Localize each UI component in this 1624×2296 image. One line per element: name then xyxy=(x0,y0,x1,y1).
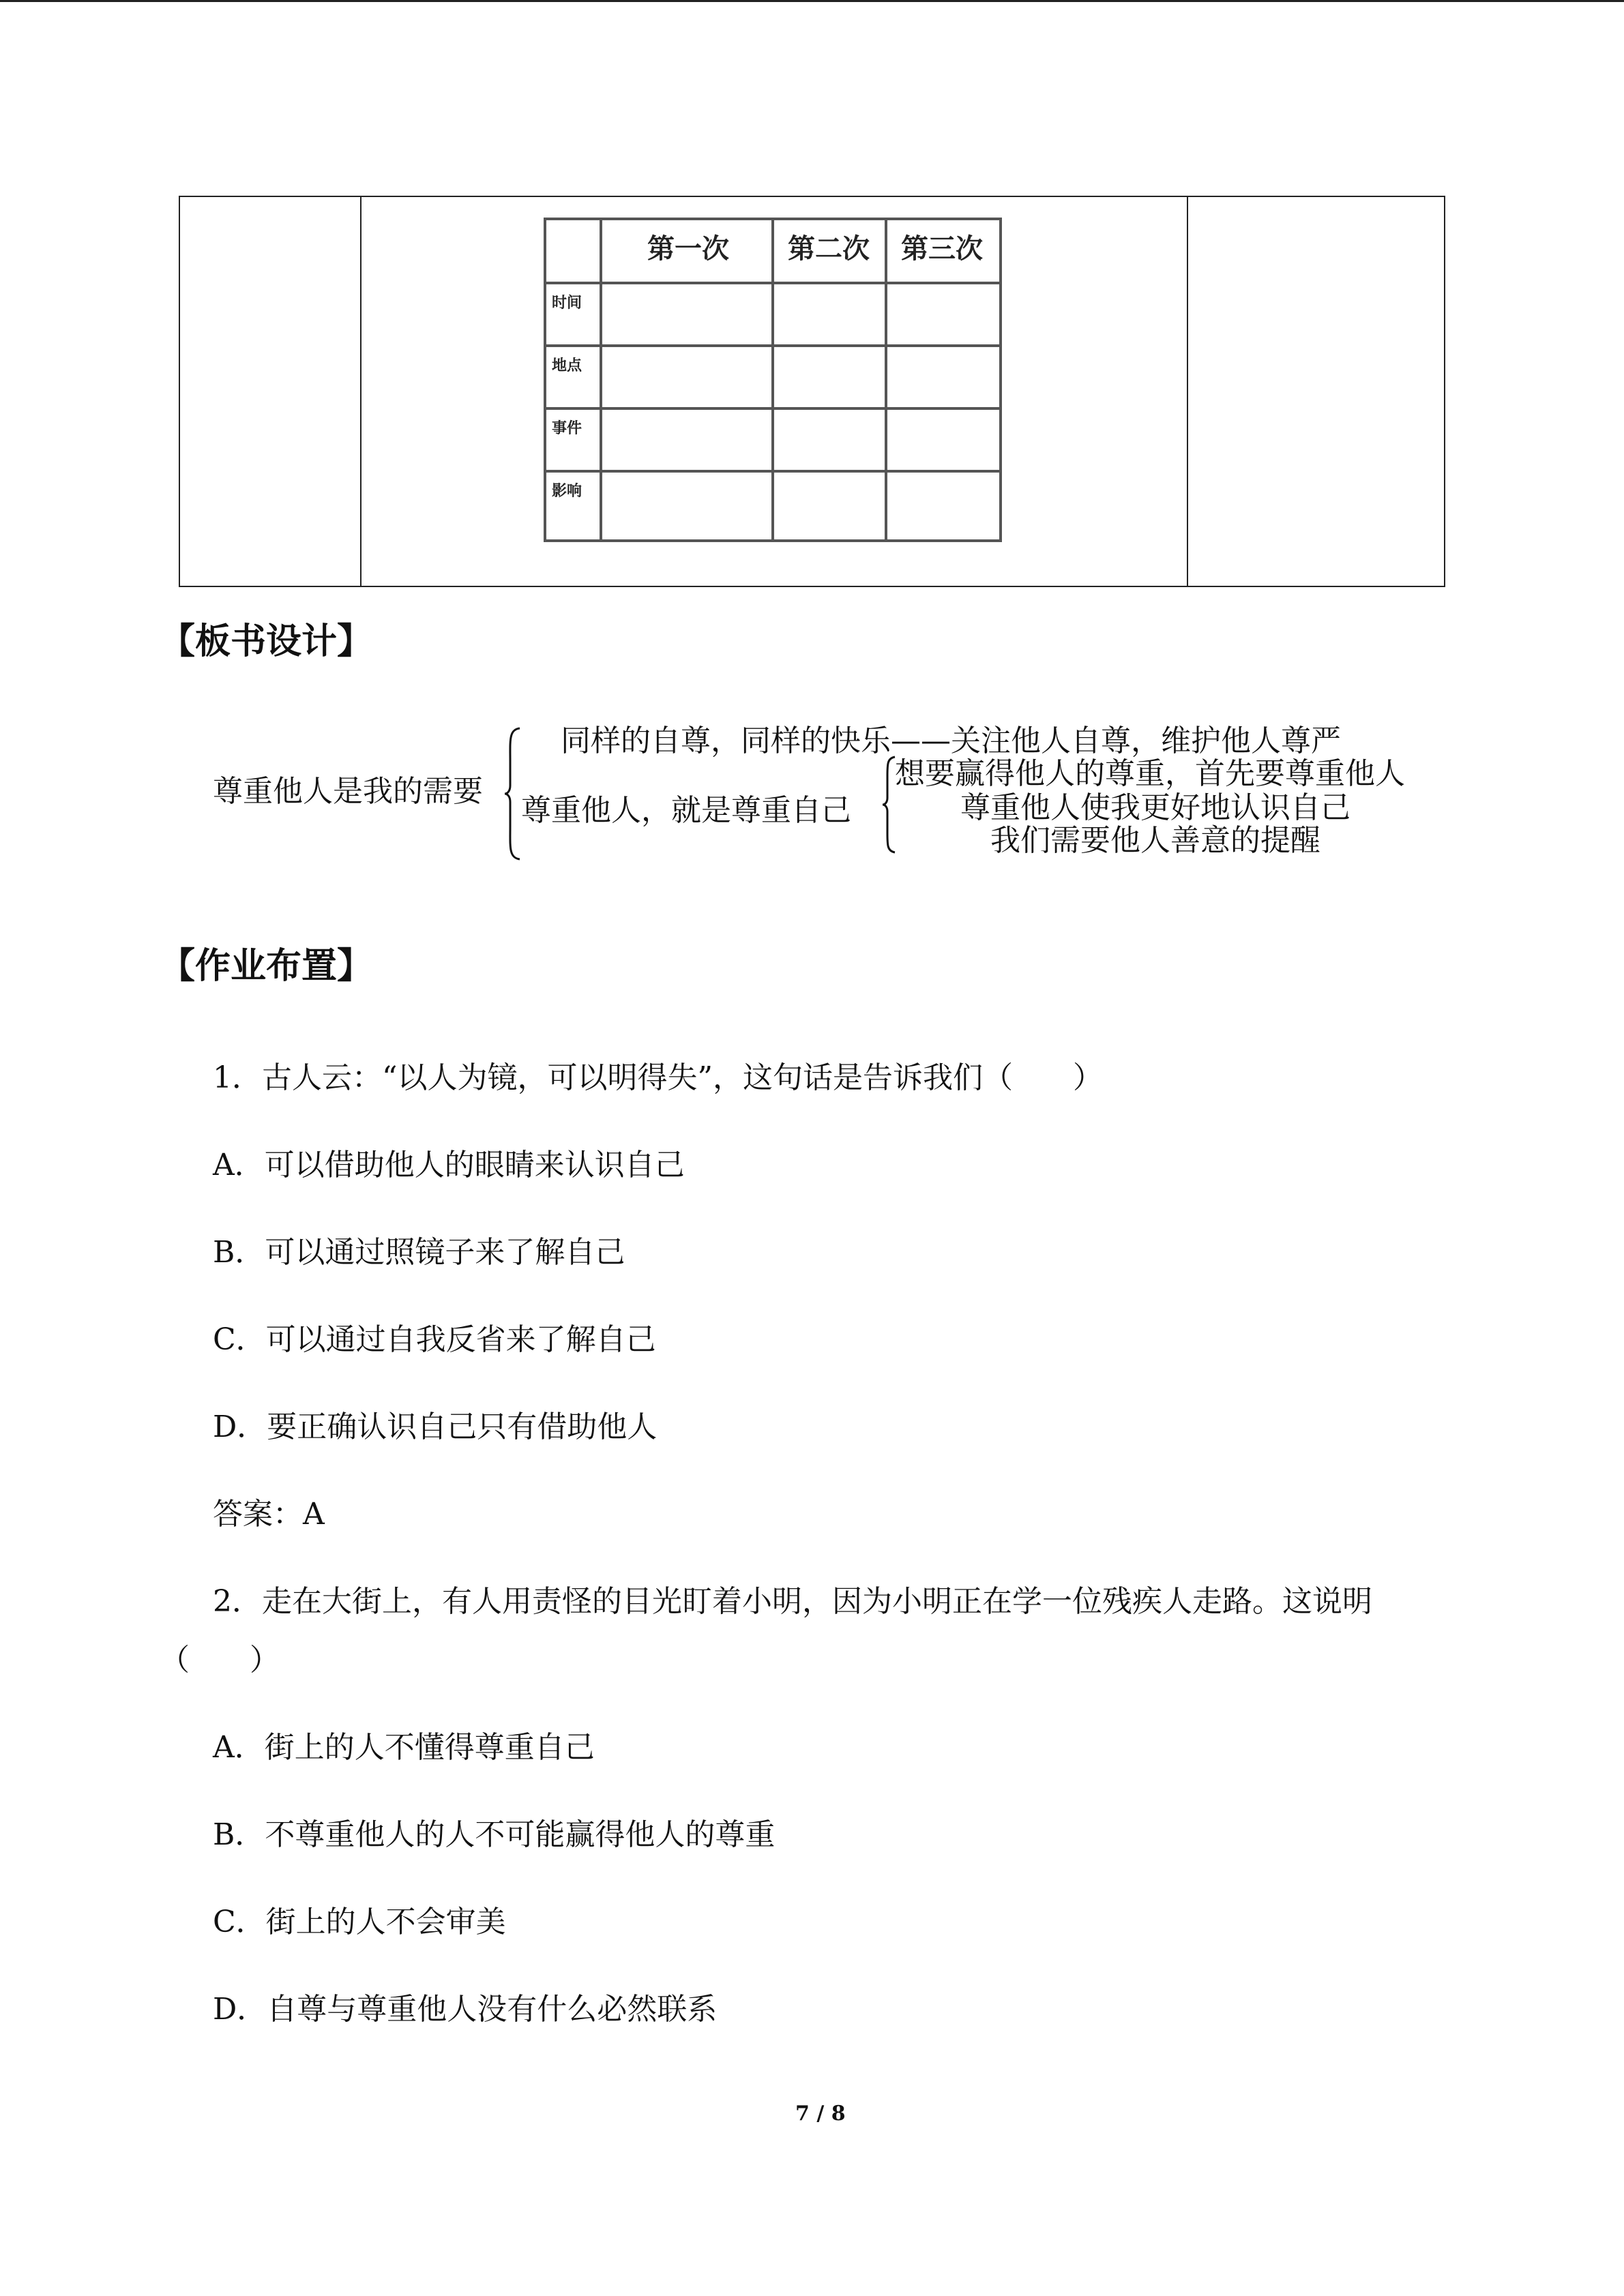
board-sub-2: 尊重他人使我更好地认识自己 xyxy=(960,790,1350,825)
board-branch-1: 同样的自尊，同样的快乐——关注他人自尊，维护他人尊严 xyxy=(561,724,1341,758)
question-1-option-c: C．可以通过自我反省来了解自己 xyxy=(213,1322,656,1357)
question-2-stem: 2．走在大街上，有人用责怪的目光盯着小明，因为小明正在学一位残疾人走路。这说明 xyxy=(213,1584,1372,1619)
page-number: 7 / 8 xyxy=(795,2102,846,2126)
board-branch-2: 尊重他人，就是尊重自己 xyxy=(521,793,851,828)
homework-heading: 【作业布置】 xyxy=(160,945,373,987)
record-table-row-label: 地点 xyxy=(552,357,582,374)
question-1-option-d: D．要正确认识自己只有借助他人 xyxy=(213,1410,658,1444)
board-sub-3: 我们需要他人善意的提醒 xyxy=(990,823,1320,858)
question-1-option-a: A．可以借助他人的眼睛来认识自己 xyxy=(213,1148,685,1182)
question-2-option-a: A．街上的人不懂得尊重自己 xyxy=(213,1730,595,1765)
board-root: 尊重他人是我的需要 xyxy=(213,774,483,809)
record-table-header: 第三次 xyxy=(901,233,983,265)
record-table-row-label: 影响 xyxy=(552,483,582,500)
board-design-heading: 【板书设计】 xyxy=(160,621,373,662)
record-table-hline xyxy=(546,470,999,473)
record-table-header: 第二次 xyxy=(788,233,870,265)
question-1-option-b: B．可以通过照镜子来了解自己 xyxy=(213,1235,625,1270)
record-table-header: 第一次 xyxy=(647,233,729,265)
record-table-hline xyxy=(546,344,999,347)
record-table-row-label: 事件 xyxy=(552,420,582,437)
question-2-option-c: C．街上的人不会审美 xyxy=(213,1905,506,1939)
record-table-row-label: 时间 xyxy=(552,295,582,312)
record-table xyxy=(544,218,1002,542)
question-1-stem: 1．古人云：“以人为镜，可以明得失”，这句话是告诉我们（ ） xyxy=(213,1060,1103,1095)
question-1-answer: 答案：A xyxy=(213,1497,325,1532)
page-top-border xyxy=(0,0,1624,2)
outer-table-divider xyxy=(360,197,361,586)
question-2-stem-continued: （ ） xyxy=(160,1643,280,1678)
record-table-vline xyxy=(885,220,887,539)
board-sub-1: 想要赢得他人的尊重，首先要尊重他人 xyxy=(895,756,1405,791)
record-table-vline xyxy=(600,220,602,539)
record-table-hline xyxy=(546,407,999,410)
question-2-option-d: D．自尊与尊重他人没有什么必然联系 xyxy=(213,1992,718,2027)
record-table-vline xyxy=(771,220,774,539)
question-2-option-b: B．不尊重他人的人不可能赢得他人的尊重 xyxy=(213,1817,776,1852)
record-table-hline xyxy=(546,282,999,284)
outer-table-divider xyxy=(1187,197,1188,586)
